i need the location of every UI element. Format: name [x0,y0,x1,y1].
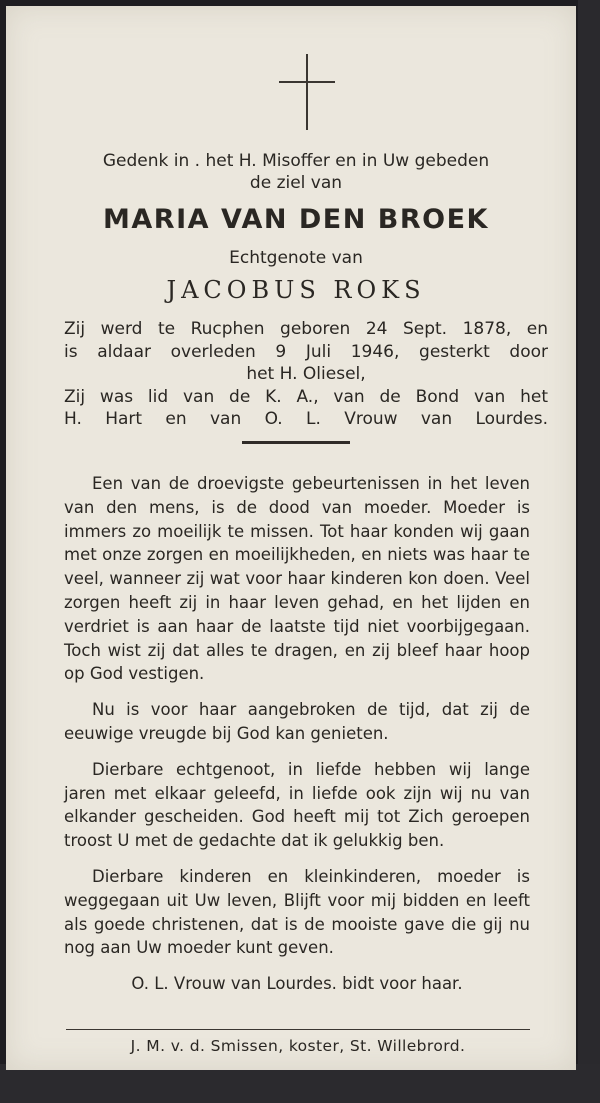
paragraph: Een van de droevigste gebeurtenissen in het leven van den mens, is de dood van moeder. Moeder is immers zo moeilijk te missen. Tot haar konden wij gaan met onze zorgen en moeilijkheden, en niets was haar te veel, wanneer zij wat voor haar kinderen kon doen. Veel zorgen heeft zij in haar leven gehad, en het lijden en verdriet is aan haar de laatste tijd niet voorbijgegaan. Toch wist zij dat alles te dragen, en zij bleef haar hoop op God vestigen. [64,474,530,684]
paragraph: Nu is voor haar aangebroken de tijd, dat zij de eeuwige vreugde bij God kan genieten. [64,700,530,743]
spouse-name: JACOBUS ROKS [166,276,426,304]
birth-line: Zij werd te Rucphen geboren 24 Sept. 1878, en [64,319,548,339]
remembrance-line: Gedenk in . het H. Misoffer en in Uw gebeden [102,151,490,171]
memorial-card [6,6,576,1070]
printer-credit: J. M. v. d. Smissen, koster, St. Willebrord. [130,1037,466,1055]
sacrament-line: het H. Oliesel, [246,364,366,384]
membership-line: Zij was lid van de K. A., van de Bond van het [64,386,548,407]
paragraph: Dierbare kinderen en kleinkinderen, moeder is weggegaan uit Uw leven, Blijft voor mij bidden en leeft als goede christenen, dat is de mooiste gave die gij nu nog aan Uw moeder kunt geven. [64,866,530,958]
footer-rule [66,1029,530,1030]
paragraph: Dierbare echtgenoot, in liefde hebben wij lange jaren met elkaar geleefd, in liefde ook zijn wij nu van elkander gescheiden. God heeft mij tot Zich geroepen troost U met de gedachte dat ik gelukkig ben. [64,759,530,851]
relation-line: Echtgenote van [229,248,363,268]
soul-of-line: de ziel van [249,173,343,193]
membership-line-2: H. Hart en van O. L. Vrouw van Lourdes. [64,409,548,429]
divider [242,441,350,444]
memorial-text [64,472,530,1008]
closing-prayer: O. L. Vrouw van Lourdes. bidt voor haar. [131,974,463,994]
deceased-name: MARIA VAN DEN BROEK [103,204,489,235]
life-details [64,318,548,431]
card-shadow-right [578,0,600,1103]
death-line: is aldaar overleden 9 Juli 1946, gesterkt door [64,341,548,362]
cross-icon [279,54,335,130]
